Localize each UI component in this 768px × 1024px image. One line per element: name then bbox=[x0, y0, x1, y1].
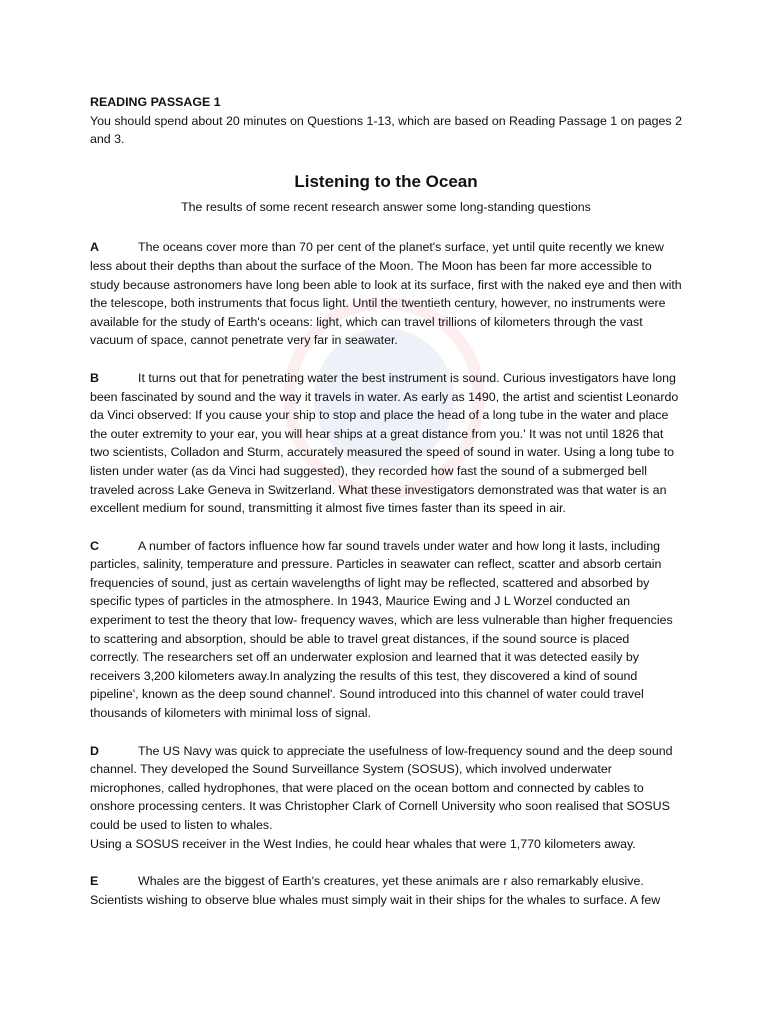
paragraph-text: The oceans cover more than 70 per cent of the planet's surface, yet until quite recently we knew less about their depths than about the surface of the Moon. The Moon has been far more accessible to study because astronomers have long been able to look at its surface, first with the naked eye and then with the telescope, both instruments that focus light. Until the twentieth century, however, no instruments were available for the study of Earth's oceans: light, which can travel trillions of kilometers through the vast vacuum of space, cannot penetrate very far in seawater. bbox=[90, 240, 682, 348]
paragraph-d bbox=[90, 742, 682, 854]
paragraph-extra-line: Using a SOSUS receiver in the West Indies, he could hear whales that were 1,770 kilometers away. bbox=[90, 836, 636, 851]
article-title: Listening to the Ocean bbox=[294, 171, 478, 191]
paragraph-letter: D bbox=[90, 743, 99, 758]
passage-label: READING PASSAGE 1 bbox=[90, 95, 221, 109]
paragraph-e bbox=[90, 872, 682, 909]
paragraph-text: It turns out that for penetrating water the best instrument is sound. Curious investigators have long been fascinated by sound and the way it travels in water. As early as 1490, the artist and scientist Leonardo da Vinci observed: If you cause your ship to stop and place the head of a long tube in the water and place the outer extremity to your ear, you will hear ships at a great distance from you.' It was not until 1826 that two scientists, Colladon and Sturm, accurately measured the speed of sound in water. Using a long tube to listen under water (as da Vinci had suggested), they recorded how fast the sound of a submerged bell traveled across Lake Geneva in Switzerland. What these investigators demonstrated was that water is an excellent medium for sound, transmitting it almost five times faster than its speed in air. bbox=[90, 370, 679, 516]
article-subtitle: The results of some recent research answer some long-standing questions bbox=[181, 199, 591, 214]
paragraph-letter: B bbox=[90, 370, 99, 385]
paragraph-b bbox=[90, 369, 682, 518]
paragraph-letter: E bbox=[90, 874, 99, 889]
paragraph-letter: C bbox=[90, 538, 99, 553]
paragraph-c bbox=[90, 537, 682, 723]
paragraph-text: A number of factors influence how far sound travels under water and how long it lasts, including particles, salinity, temperature and pressure. Particles in seawater can reflect, scatter and absorb certain frequencies of sound, just as certain wavelengths of light may be reflected, scattered and absorbed by specific types of particles in the atmosphere. In 1943, Maurice Ewing and J L Worzel conducted an experiment to test the theory that low- frequency waves, which are less vulnerable than higher frequencies to scattering and absorption, should be able to travel great distances, if the sound source is placed correctly. The researchers set off an underwater explosion and learned that it was detected easily by receivers 3,200 kilometers away.In analyzing the results of this test, they discovered a kind of sound pipeline', known as the deep sound channel'. Sound introduced into this channel of water could travel thousands of kilometers with minimal loss of signal. bbox=[90, 538, 673, 721]
paragraph-letter: A bbox=[90, 240, 99, 255]
instructions-text: You should spend about 20 minutes on Questions 1-13, which are based on Reading Passage 1 on pages 2 and 3. bbox=[90, 113, 682, 147]
paragraph-text: The US Navy was quick to appreciate the usefulness of low-frequency sound and the deep sound channel. They developed the Sound Surveillance System (SOSUS), which involved underwater microphones, called hydrophones, that were placed on the ocean bottom and connected by cables to onshore processing centers. It was Christopher Clark of Cornell University who soon realised that SOSUS could be used to listen to whales. bbox=[90, 743, 673, 832]
paragraph-a bbox=[90, 238, 682, 350]
document-page bbox=[90, 93, 682, 928]
article-body bbox=[90, 238, 682, 909]
paragraph-text: Whales are the biggest of Earth's creatures, yet these animals are r also remarkably elusive. Scientists wishing to observe blue whales must simply wait in their ships for the whales to surface. A few bbox=[90, 874, 661, 907]
